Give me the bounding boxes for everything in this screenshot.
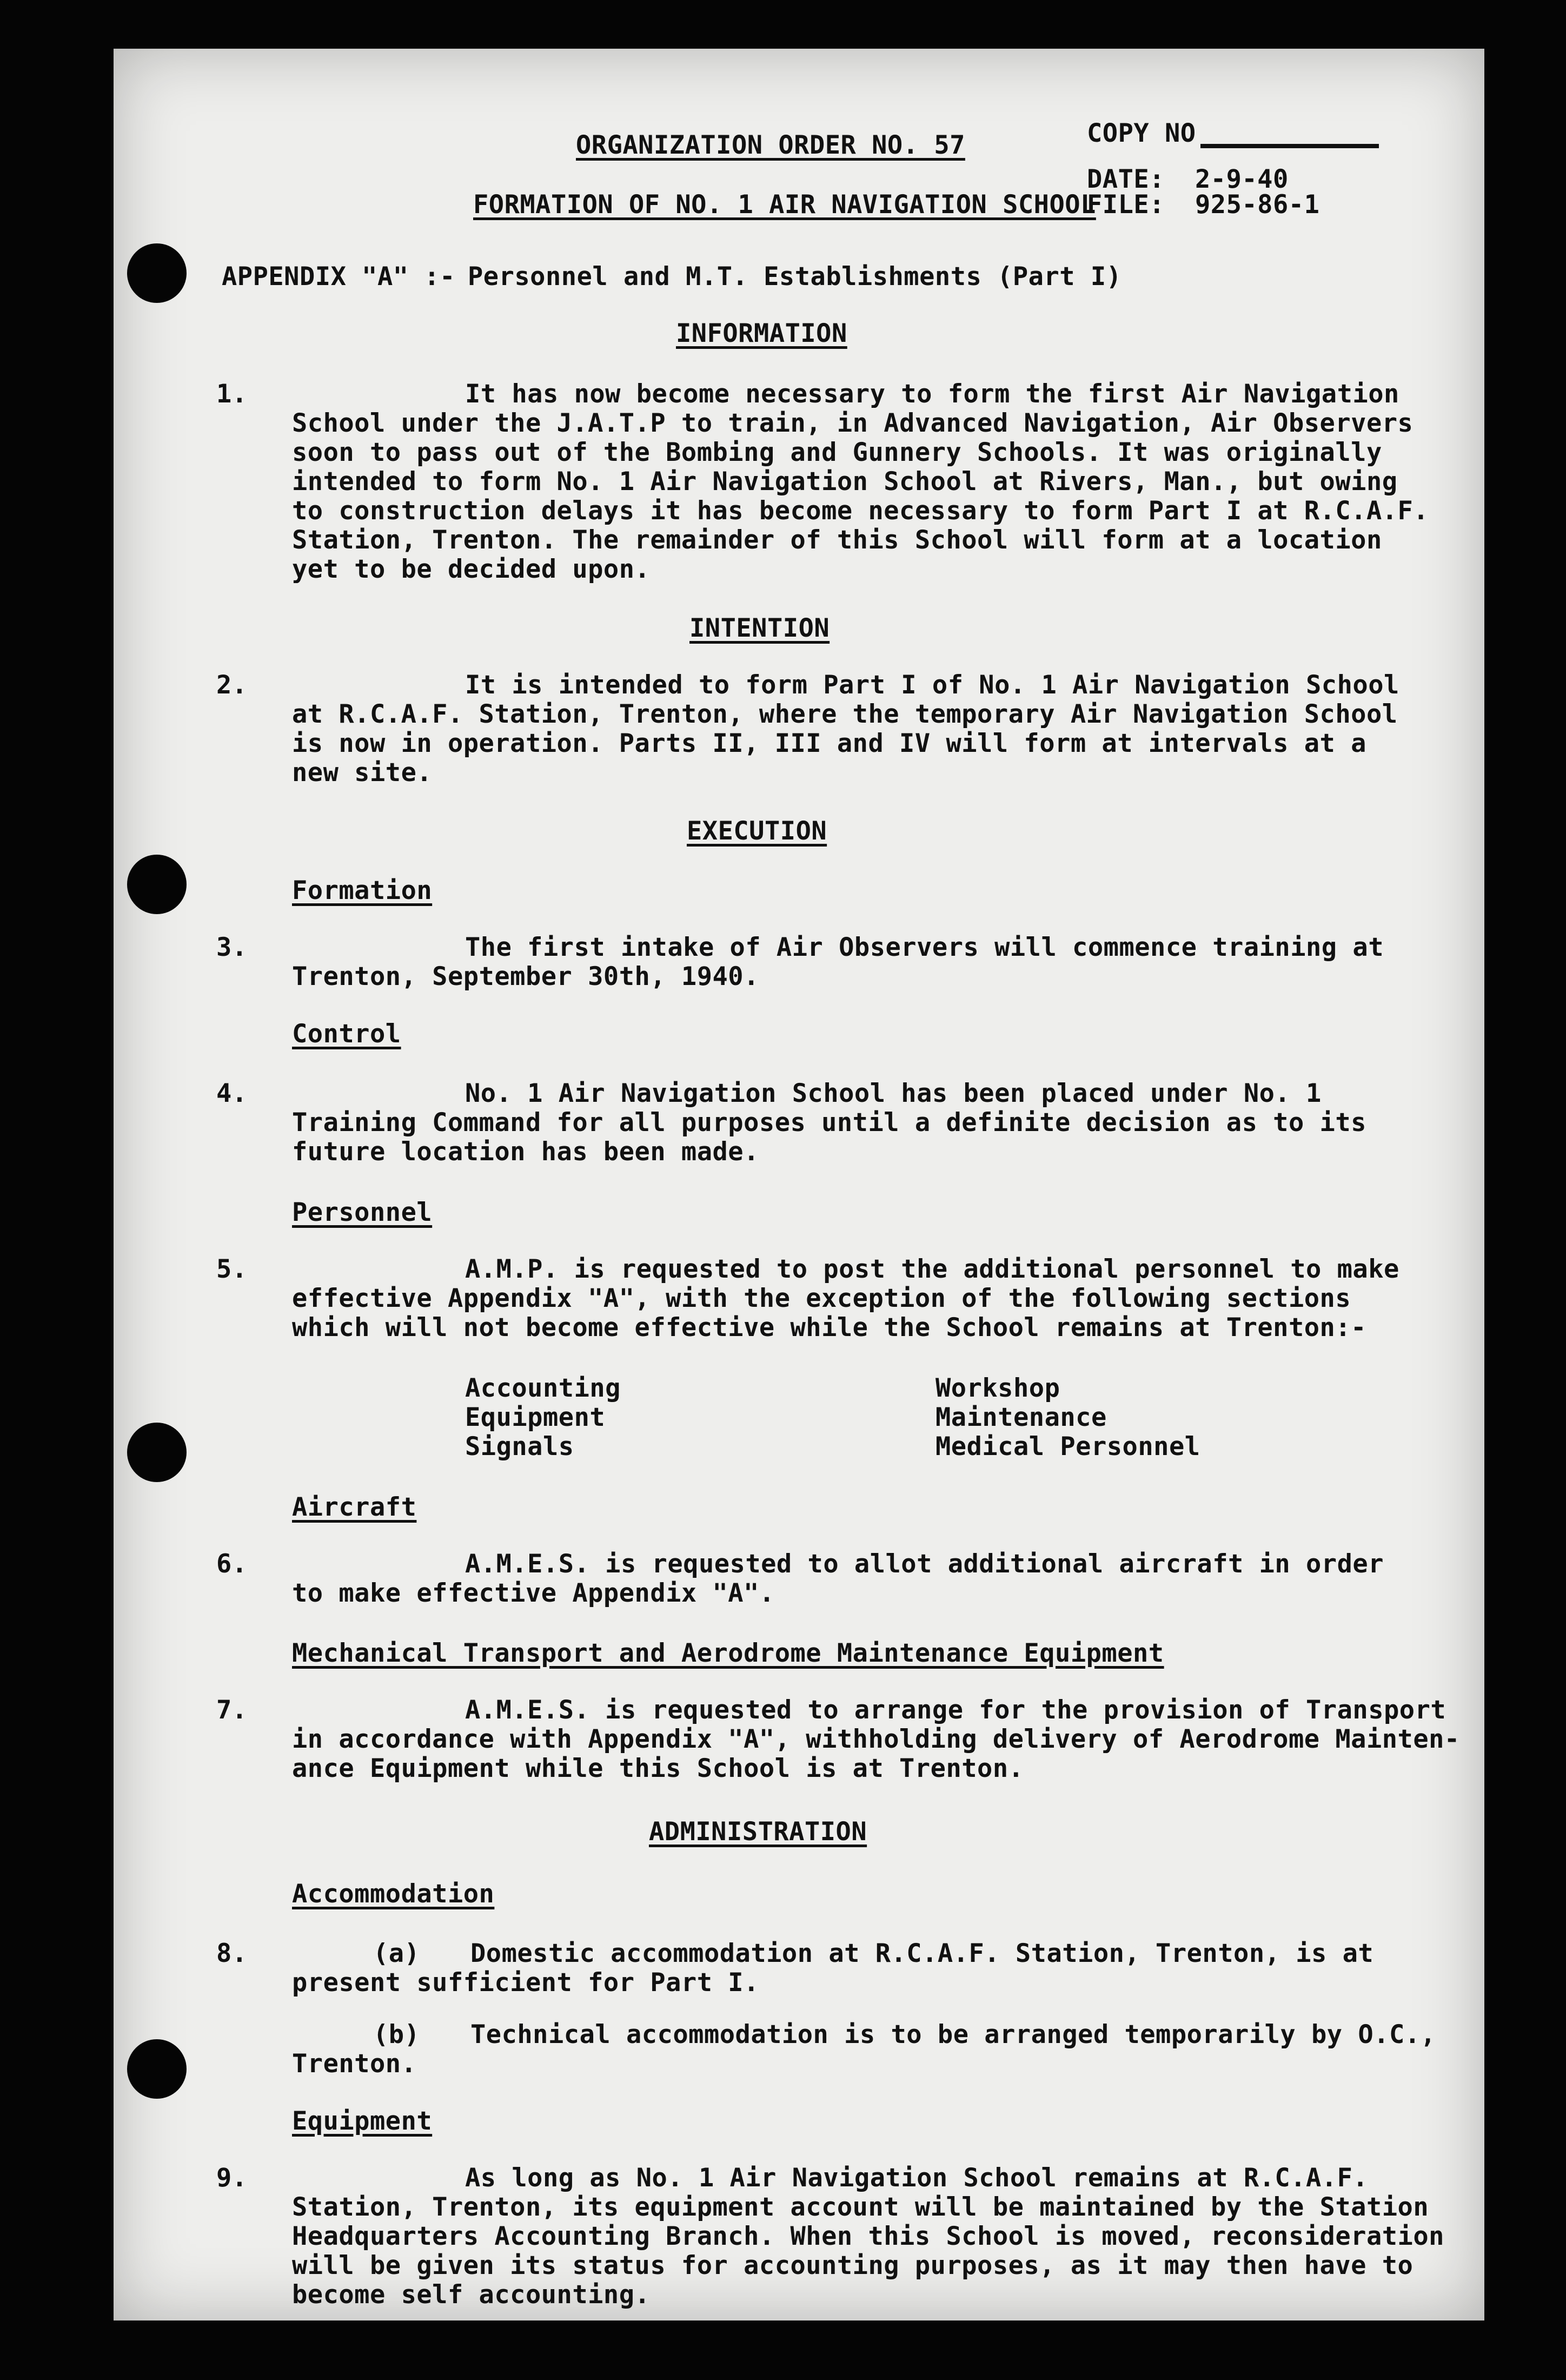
para-7-number: 7. [216, 1695, 248, 1725]
para-6-number: 6. [216, 1549, 248, 1579]
para-2-line: It is intended to form Part I of No. 1 Air Navigation School [465, 670, 1399, 700]
para-9-line: Station, Trenton, its equipment account will be maintained by the Station [292, 2192, 1429, 2222]
subhead-equipment: Equipment [292, 2106, 433, 2136]
para-1-line: yet to be decided upon. [292, 554, 651, 584]
para-3-line: The first intake of Air Observers will commence training at [465, 933, 1384, 962]
file-label: FILE: [1087, 190, 1165, 220]
para-2-line: at R.C.A.F. Station, Trenton, where the temporary Air Navigation School [292, 699, 1398, 729]
para-5-line: effective Appendix "A", with the exception of the following sections [292, 1284, 1351, 1313]
para-7-line: in accordance with Appendix "A", withholding delivery of Aerodrome Mainten- [292, 1724, 1460, 1754]
para-8a-line: Domestic accommodation at R.C.A.F. Station, Trenton, is at [470, 1939, 1374, 1968]
date-value: 2-9-40 [1195, 164, 1289, 194]
para-5-line: A.M.P. is requested to post the additional personnel to make [465, 1254, 1399, 1284]
para-8a-line: present sufficient for Part I. [292, 1968, 759, 1998]
para-4-line: future location has been made. [292, 1137, 759, 1167]
para-7-line: ance Equipment while this School is at Trenton. [292, 1754, 1024, 1783]
para-3-line: Trenton, September 30th, 1940. [292, 962, 759, 991]
appendix-description: Personnel and M.T. Establishments (Part I) [468, 262, 1122, 292]
formation-title: FORMATION OF NO. 1 AIR NAVIGATION SCHOOL [473, 190, 1096, 220]
section-intention: INTENTION [689, 613, 830, 643]
para-5-line: which will not become effective while the School remains at Trenton:- [292, 1313, 1366, 1343]
copy-no-label: COPY NO [1087, 118, 1196, 148]
subhead-accommodation: Accommodation [292, 1879, 495, 1909]
section-list-item: Maintenance [935, 1403, 1107, 1432]
punch-hole [127, 1423, 187, 1482]
section-list-item: Medical Personnel [935, 1432, 1200, 1462]
para-2-line: is now in operation. Parts II, III and IV will form at intervals at a [292, 729, 1366, 758]
para-1-line: Station, Trenton. The remainder of this School will form at a location [292, 525, 1382, 555]
subhead-formation: Formation [292, 876, 433, 905]
section-administration: ADMINISTRATION [649, 1817, 867, 1847]
para-1-line: intended to form No. 1 Air Navigation School at Rivers, Man., but owing [292, 467, 1398, 497]
para-1-number: 1. [216, 379, 248, 409]
punch-hole [127, 2039, 187, 2099]
subhead-control: Control [292, 1019, 401, 1049]
para-8b-label: (b) [373, 2020, 420, 2050]
para-9-line: As long as No. 1 Air Navigation School remains at R.C.A.F. [465, 2163, 1369, 2193]
section-information: INFORMATION [676, 319, 847, 348]
para-8-number: 8. [216, 1939, 248, 1968]
para-9-number: 9. [216, 2163, 248, 2193]
para-2-number: 2. [216, 670, 248, 700]
para-1-line: It has now become necessary to form the first Air Navigation [465, 379, 1399, 409]
section-list-item: Equipment [465, 1403, 606, 1432]
para-1-line: to construction delays it has become necessary to form Part I at R.C.A.F. [292, 496, 1429, 526]
section-list-item: Accounting [465, 1373, 621, 1403]
para-4-number: 4. [216, 1079, 248, 1108]
para-8b-line: Technical accommodation is to be arranged temporarily by O.C., [470, 2020, 1436, 2050]
appendix-label: APPENDIX "A" :- [222, 262, 455, 292]
section-list-item: Signals [465, 1432, 574, 1462]
section-list-item: Workshop [935, 1373, 1060, 1403]
copy-no-blank [1200, 144, 1379, 148]
section-execution: EXECUTION [687, 816, 827, 846]
para-5-number: 5. [216, 1254, 248, 1284]
para-6-line: A.M.E.S. is requested to allot additional aircraft in order [465, 1549, 1384, 1579]
subhead-aircraft: Aircraft [292, 1492, 417, 1522]
para-9-line: will be given its status for accounting purposes, as it may then have to [292, 2251, 1414, 2280]
subhead-personnel: Personnel [292, 1198, 433, 1227]
punch-hole [127, 243, 187, 303]
punch-hole [127, 855, 187, 914]
order-title: ORGANIZATION ORDER NO. 57 [576, 130, 965, 160]
para-1-line: School under the J.A.T.P to train, in Advanced Navigation, Air Observers [292, 408, 1414, 438]
file-value: 925-86-1 [1195, 190, 1320, 220]
para-4-line: Training Command for all purposes until a definite decision as to its [292, 1108, 1366, 1138]
para-8a-label: (a) [373, 1939, 420, 1968]
para-9-line: become self accounting. [292, 2280, 651, 2310]
date-label: DATE: [1087, 164, 1165, 194]
para-3-number: 3. [216, 933, 248, 962]
para-9-line: Headquarters Accounting Branch. When this School is moved, reconsideration [292, 2222, 1444, 2251]
para-1-line: soon to pass out of the Bombing and Gunnery Schools. It was originally [292, 438, 1382, 467]
subhead-mechanical-transport: Mechanical Transport and Aerodrome Maintenance Equipment [292, 1638, 1164, 1668]
document-page [114, 49, 1484, 2320]
para-4-line: No. 1 Air Navigation School has been placed under No. 1 [465, 1079, 1322, 1108]
para-8b-line: Trenton. [292, 2049, 417, 2079]
para-6-line: to make effective Appendix "A". [292, 1578, 775, 1608]
para-2-line: new site. [292, 758, 433, 788]
para-7-line: A.M.E.S. is requested to arrange for the provision of Transport [465, 1695, 1446, 1725]
